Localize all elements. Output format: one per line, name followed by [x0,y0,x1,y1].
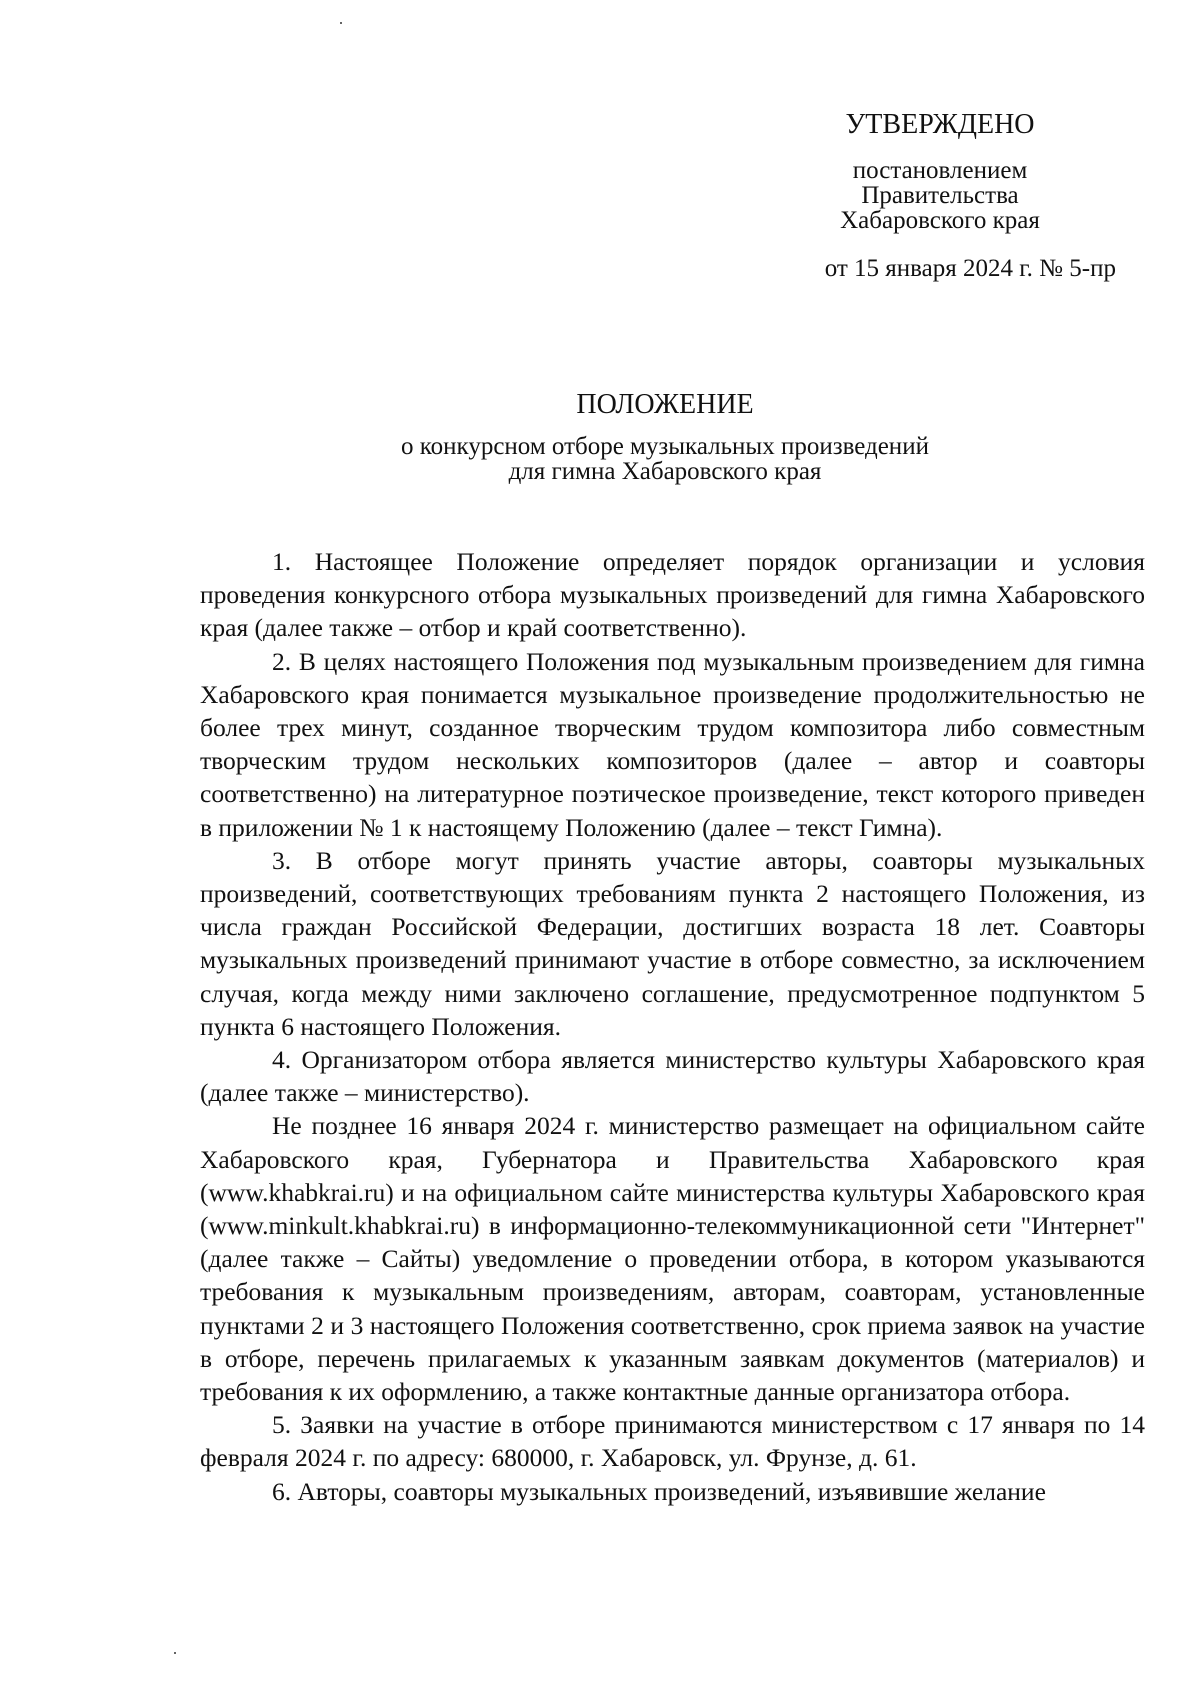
paragraph-1: 1. Настоящее Положение определяет порядок организации и условия проведения конкурсного отбора музыкальных произведений для гимна Хабаровского края (далее также – отбор и край соответственно). [200,547,1145,643]
approval-line: постановлением [852,157,1028,184]
paragraph-3: 3. В отборе могут принять участие авторы, соавторы музыкальных произведений, соответствующих требованиям пункта 2 настоящего Положения, из числа граждан Российской Федерации, достигших возраста 18 лет. Соавторы музыкальных произведений принимают участие в отборе совместно, за исключением случая, когда между ними заключено соглашение, предусмотренное подпунктом 5 пункта 6 настоящего Положения. [200,845,1145,1041]
document-subtitle: для гимна Хабаровского края [508,458,822,485]
paragraph-4: 4. Организатором отбора является министерство культуры Хабаровского края (далее также – министерство). [200,1045,1145,1108]
approval-date: от 15 января 2024 г. № 5-пр [824,255,1116,282]
approval-line: Хабаровского края [840,207,1040,234]
approval-stamp: УТВЕРЖДЕНО [845,109,1035,140]
scan-speck [174,1652,176,1654]
approval-block [760,108,1120,283]
paragraph-4-continued: Не позднее 16 января 2024 г. министерство размещает на официальном сайте Хабаровского края, Губернатора и Правительства Хабаровского края (www.khabkrai.ru) и на официальном сайте министерства культуры Хабаровского края (www.minkult.khabkrai.ru) в информационно-телекоммуникационной сети "Интернет" (далее также – Сайты) уведомление о проведении отбора, в котором указываются требования к музыкальным произведениям, авторам, соавторам, установленные пунктами 2 и 3 настоящего Положения соответственно, срок приема заявок на участие в отборе, перечень прилагаемых к указанным заявкам документов (материалов) и требования к их оформлению, а также контактные данные организатора отбора. [200,1111,1145,1407]
paragraph-2: 2. В целях настоящего Положения под музыкальным произведением для гимна Хабаровского края понимается музыкальное произведение продолжительностью не более трех минут, созданное творческим трудом композитора либо совместным творческим трудом нескольких композиторов (далее – автор и соавторы соответственно) на литературное поэтическое произведение, текст которого приведен в приложении № 1 к настоящему Положению (далее – текст Гимна). [200,646,1145,842]
approval-line: Правительства [861,182,1019,209]
document-body [200,545,1145,1508]
paragraph-6: 6. Авторы, соавторы музыкальных произведений, изъявившие желание [272,1476,1046,1506]
document-subtitle: о конкурсном отборе музыкальных произведений [401,433,929,460]
paragraph-5: 5. Заявки на участие в отборе принимаются министерством с 17 января по 14 февраля 2024 г. по адресу: 680000, г. Хабаровск, ул. Фрунзе, д. 61. [200,1410,1145,1473]
scan-speck [340,22,342,24]
document-title: ПОЛОЖЕНИЕ [576,389,754,420]
document-heading [200,388,1130,484]
